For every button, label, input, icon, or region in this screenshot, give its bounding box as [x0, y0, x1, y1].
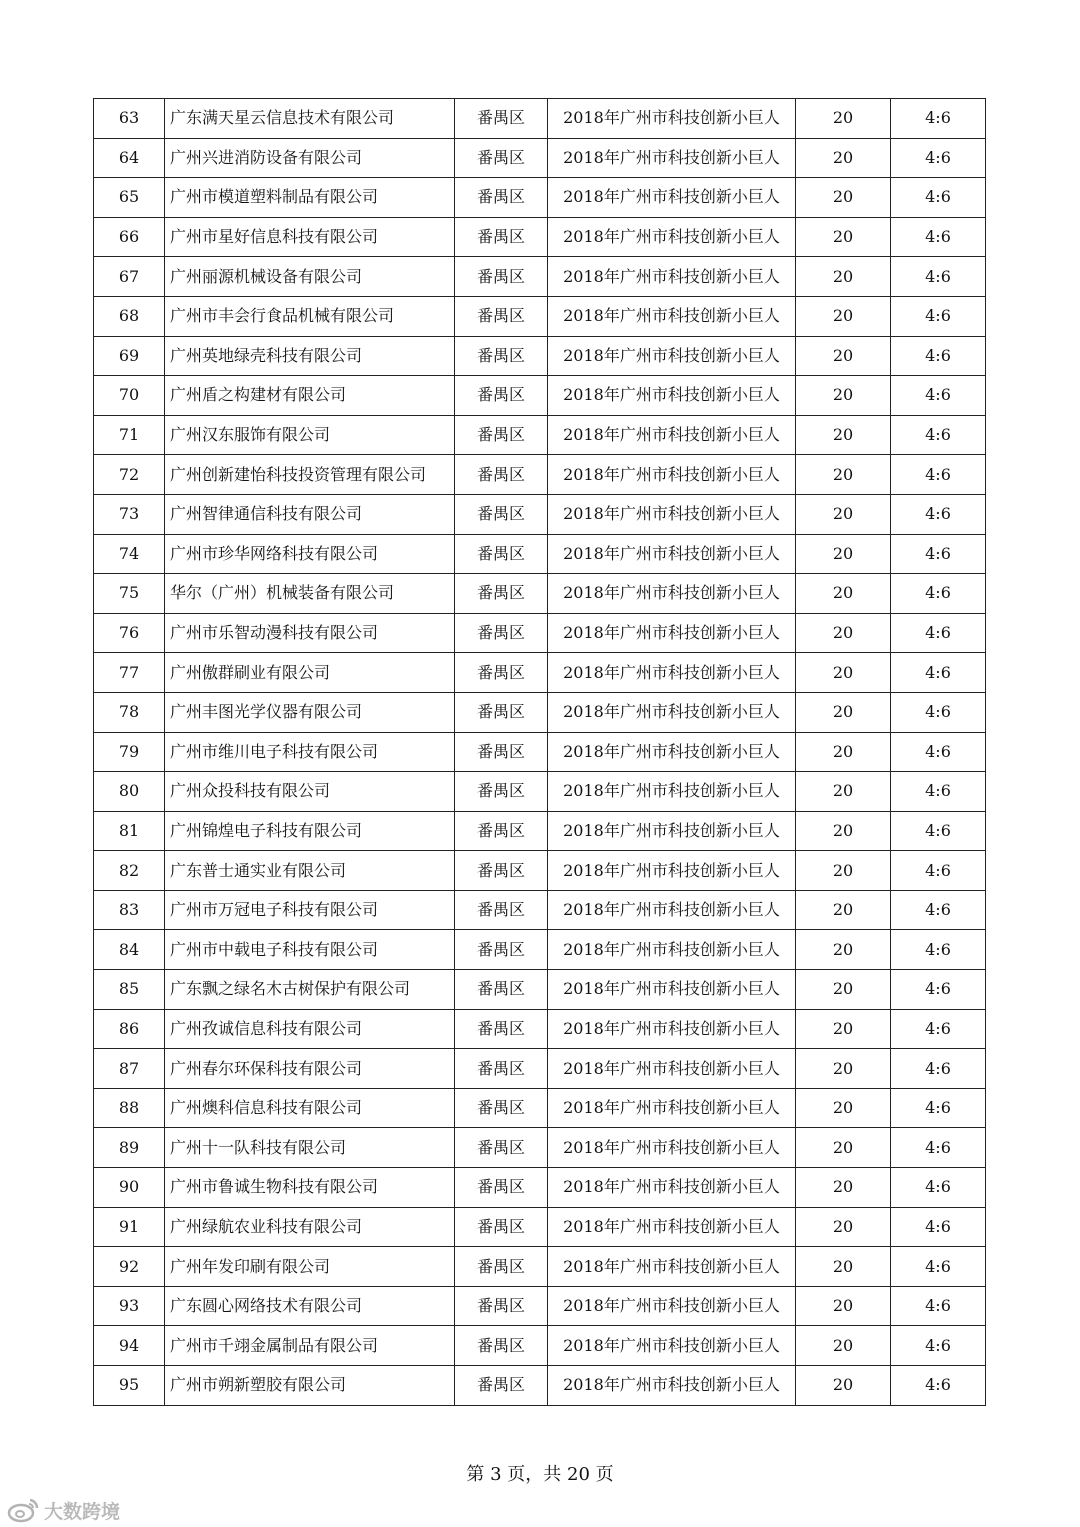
cell-company-name: 广州绿航农业科技有限公司 [165, 1207, 455, 1247]
cell-number: 68 [94, 296, 165, 336]
cell-category: 2018年广州市科技创新小巨人 [548, 811, 796, 851]
cell-ratio: 4:6 [891, 1366, 986, 1406]
cell-ratio: 4:6 [891, 890, 986, 930]
cell-number: 78 [94, 692, 165, 732]
cell-amount: 20 [796, 1128, 891, 1168]
cell-number: 75 [94, 574, 165, 614]
cell-category: 2018年广州市科技创新小巨人 [548, 1247, 796, 1287]
cell-category: 2018年广州市科技创新小巨人 [548, 1168, 796, 1208]
cell-category: 2018年广州市科技创新小巨人 [548, 1009, 796, 1049]
table-row [94, 1326, 986, 1366]
cell-district: 番禺区 [455, 772, 548, 812]
cell-amount: 20 [796, 811, 891, 851]
cell-category: 2018年广州市科技创新小巨人 [548, 692, 796, 732]
cell-number: 81 [94, 811, 165, 851]
cell-district: 番禺区 [455, 811, 548, 851]
cell-number: 89 [94, 1128, 165, 1168]
cell-company-name: 广州汉东服饰有限公司 [165, 415, 455, 455]
cell-company-name: 广东普士通实业有限公司 [165, 851, 455, 891]
table-row [94, 772, 986, 812]
table-row [94, 1247, 986, 1287]
cell-amount: 20 [796, 1088, 891, 1128]
cell-category: 2018年广州市科技创新小巨人 [548, 415, 796, 455]
cell-ratio: 4:6 [891, 1207, 986, 1247]
cell-company-name: 广州市星好信息科技有限公司 [165, 217, 455, 257]
cell-company-name: 广州十一队科技有限公司 [165, 1128, 455, 1168]
table-row [94, 1168, 986, 1208]
cell-company-name: 广州兴进消防设备有限公司 [165, 138, 455, 178]
cell-number: 80 [94, 772, 165, 812]
cell-category: 2018年广州市科技创新小巨人 [548, 574, 796, 614]
cell-amount: 20 [796, 455, 891, 495]
cell-company-name: 广东圆心网络技术有限公司 [165, 1286, 455, 1326]
cell-district: 番禺区 [455, 692, 548, 732]
cell-district: 番禺区 [455, 1366, 548, 1406]
table-row [94, 1088, 986, 1128]
cell-amount: 20 [796, 1168, 891, 1208]
cell-district: 番禺区 [455, 653, 548, 693]
cell-category: 2018年广州市科技创新小巨人 [548, 970, 796, 1010]
cell-amount: 20 [796, 890, 891, 930]
cell-company-name: 广州创新建怡科技投资管理有限公司 [165, 455, 455, 495]
table-row [94, 851, 986, 891]
table-row [94, 574, 986, 614]
table-row [94, 494, 986, 534]
cell-category: 2018年广州市科技创新小巨人 [548, 376, 796, 416]
cell-category: 2018年广州市科技创新小巨人 [548, 296, 796, 336]
cell-category: 2018年广州市科技创新小巨人 [548, 732, 796, 772]
cell-district: 番禺区 [455, 376, 548, 416]
cell-company-name: 广州市千翊金属制品有限公司 [165, 1326, 455, 1366]
cell-amount: 20 [796, 1049, 891, 1089]
company-list-table [93, 98, 986, 1406]
cell-ratio: 4:6 [891, 1088, 986, 1128]
cell-amount: 20 [796, 930, 891, 970]
cell-category: 2018年广州市科技创新小巨人 [548, 138, 796, 178]
cell-district: 番禺区 [455, 99, 548, 139]
cell-ratio: 4:6 [891, 376, 986, 416]
cell-amount: 20 [796, 970, 891, 1010]
cell-category: 2018年广州市科技创新小巨人 [548, 1088, 796, 1128]
cell-district: 番禺区 [455, 336, 548, 376]
cell-district: 番禺区 [455, 890, 548, 930]
cell-number: 86 [94, 1009, 165, 1049]
cell-amount: 20 [796, 1366, 891, 1406]
cell-category: 2018年广州市科技创新小巨人 [548, 217, 796, 257]
cell-amount: 20 [796, 1009, 891, 1049]
cell-number: 72 [94, 455, 165, 495]
cell-ratio: 4:6 [891, 1247, 986, 1287]
table-row [94, 732, 986, 772]
cell-company-name: 广州市珍华网络科技有限公司 [165, 534, 455, 574]
cell-district: 番禺区 [455, 1247, 548, 1287]
cell-amount: 20 [796, 692, 891, 732]
table-row [94, 336, 986, 376]
cell-company-name: 广州春尔环保科技有限公司 [165, 1049, 455, 1089]
cell-ratio: 4:6 [891, 534, 986, 574]
cell-district: 番禺区 [455, 1326, 548, 1366]
cell-district: 番禺区 [455, 1207, 548, 1247]
table-body [94, 99, 986, 1406]
table-row [94, 376, 986, 416]
cell-amount: 20 [796, 138, 891, 178]
cell-number: 69 [94, 336, 165, 376]
cell-ratio: 4:6 [891, 1009, 986, 1049]
cell-company-name: 广州市中载电子科技有限公司 [165, 930, 455, 970]
cell-number: 83 [94, 890, 165, 930]
cell-category: 2018年广州市科技创新小巨人 [548, 534, 796, 574]
table-row [94, 296, 986, 336]
table-row [94, 138, 986, 178]
cell-district: 番禺区 [455, 574, 548, 614]
table-row [94, 1009, 986, 1049]
cell-category: 2018年广州市科技创新小巨人 [548, 336, 796, 376]
table-row [94, 930, 986, 970]
cell-district: 番禺区 [455, 1168, 548, 1208]
cell-company-name: 广州市朔新塑胶有限公司 [165, 1366, 455, 1406]
cell-number: 91 [94, 1207, 165, 1247]
cell-district: 番禺区 [455, 455, 548, 495]
cell-district: 番禺区 [455, 851, 548, 891]
cell-category: 2018年广州市科技创新小巨人 [548, 178, 796, 218]
cell-ratio: 4:6 [891, 653, 986, 693]
cell-number: 76 [94, 613, 165, 653]
cell-company-name: 广州丽源机械设备有限公司 [165, 257, 455, 297]
cell-number: 85 [94, 970, 165, 1010]
cell-amount: 20 [796, 1247, 891, 1287]
cell-company-name: 广州市万冠电子科技有限公司 [165, 890, 455, 930]
cell-amount: 20 [796, 376, 891, 416]
cell-company-name: 广州傲群刷业有限公司 [165, 653, 455, 693]
cell-district: 番禺区 [455, 1286, 548, 1326]
cell-amount: 20 [796, 1207, 891, 1247]
cell-amount: 20 [796, 415, 891, 455]
cell-amount: 20 [796, 851, 891, 891]
cell-number: 66 [94, 217, 165, 257]
cell-district: 番禺区 [455, 534, 548, 574]
table-row [94, 257, 986, 297]
cell-district: 番禺区 [455, 217, 548, 257]
cell-ratio: 4:6 [891, 692, 986, 732]
cell-number: 64 [94, 138, 165, 178]
cell-number: 93 [94, 1286, 165, 1326]
cell-amount: 20 [796, 336, 891, 376]
cell-category: 2018年广州市科技创新小巨人 [548, 455, 796, 495]
cell-category: 2018年广州市科技创新小巨人 [548, 257, 796, 297]
cell-district: 番禺区 [455, 138, 548, 178]
cell-category: 2018年广州市科技创新小巨人 [548, 1207, 796, 1247]
cell-district: 番禺区 [455, 930, 548, 970]
cell-ratio: 4:6 [891, 1049, 986, 1089]
cell-amount: 20 [796, 534, 891, 574]
cell-company-name: 广州英地绿壳科技有限公司 [165, 336, 455, 376]
cell-number: 74 [94, 534, 165, 574]
table-row [94, 217, 986, 257]
cell-amount: 20 [796, 772, 891, 812]
cell-ratio: 4:6 [891, 1168, 986, 1208]
cell-category: 2018年广州市科技创新小巨人 [548, 772, 796, 812]
table-row [94, 1128, 986, 1168]
cell-company-name: 广州市鲁诚生物科技有限公司 [165, 1168, 455, 1208]
cell-amount: 20 [796, 574, 891, 614]
cell-ratio: 4:6 [891, 930, 986, 970]
cell-company-name: 广东飘之绿名木古树保护有限公司 [165, 970, 455, 1010]
cell-district: 番禺区 [455, 1128, 548, 1168]
table-row [94, 1207, 986, 1247]
cell-category: 2018年广州市科技创新小巨人 [548, 1128, 796, 1168]
cell-category: 2018年广州市科技创新小巨人 [548, 653, 796, 693]
cell-amount: 20 [796, 217, 891, 257]
cell-ratio: 4:6 [891, 613, 986, 653]
cell-number: 92 [94, 1247, 165, 1287]
cell-ratio: 4:6 [891, 772, 986, 812]
cell-ratio: 4:6 [891, 138, 986, 178]
cell-ratio: 4:6 [891, 296, 986, 336]
cell-ratio: 4:6 [891, 574, 986, 614]
cell-company-name: 广州智律通信科技有限公司 [165, 494, 455, 534]
cell-district: 番禺区 [455, 1049, 548, 1089]
cell-category: 2018年广州市科技创新小巨人 [548, 1049, 796, 1089]
cell-district: 番禺区 [455, 1088, 548, 1128]
cell-ratio: 4:6 [891, 455, 986, 495]
cell-number: 63 [94, 99, 165, 139]
cell-ratio: 4:6 [891, 217, 986, 257]
cell-category: 2018年广州市科技创新小巨人 [548, 99, 796, 139]
cell-number: 67 [94, 257, 165, 297]
cell-district: 番禺区 [455, 178, 548, 218]
watermark [6, 1494, 120, 1526]
cell-number: 95 [94, 1366, 165, 1406]
cell-ratio: 4:6 [891, 811, 986, 851]
cell-number: 73 [94, 494, 165, 534]
cell-ratio: 4:6 [891, 336, 986, 376]
cell-number: 71 [94, 415, 165, 455]
cell-company-name: 广州燠科信息科技有限公司 [165, 1088, 455, 1128]
table-row [94, 1366, 986, 1406]
table-row [94, 653, 986, 693]
cell-company-name: 广州年发印刷有限公司 [165, 1247, 455, 1287]
cell-ratio: 4:6 [891, 851, 986, 891]
cell-ratio: 4:6 [891, 1128, 986, 1168]
table-row [94, 455, 986, 495]
cell-company-name: 广州丰图光学仪器有限公司 [165, 692, 455, 732]
cell-number: 90 [94, 1168, 165, 1208]
cell-category: 2018年广州市科技创新小巨人 [548, 494, 796, 534]
table-row [94, 811, 986, 851]
table-row [94, 1286, 986, 1326]
cell-ratio: 4:6 [891, 970, 986, 1010]
cell-number: 79 [94, 732, 165, 772]
cell-company-name: 广州市丰会行食品机械有限公司 [165, 296, 455, 336]
cell-category: 2018年广州市科技创新小巨人 [548, 613, 796, 653]
cell-ratio: 4:6 [891, 1326, 986, 1366]
cell-amount: 20 [796, 1326, 891, 1366]
cell-company-name: 广州市模道塑料制品有限公司 [165, 178, 455, 218]
cell-amount: 20 [796, 653, 891, 693]
cell-amount: 20 [796, 257, 891, 297]
cell-district: 番禺区 [455, 415, 548, 455]
cell-ratio: 4:6 [891, 415, 986, 455]
cell-amount: 20 [796, 494, 891, 534]
table-row [94, 613, 986, 653]
cell-district: 番禺区 [455, 732, 548, 772]
cell-company-name: 广州众投科技有限公司 [165, 772, 455, 812]
table-row [94, 692, 986, 732]
cell-category: 2018年广州市科技创新小巨人 [548, 851, 796, 891]
cell-category: 2018年广州市科技创新小巨人 [548, 1286, 796, 1326]
cell-amount: 20 [796, 1286, 891, 1326]
table-row [94, 534, 986, 574]
cell-number: 94 [94, 1326, 165, 1366]
cell-ratio: 4:6 [891, 1286, 986, 1326]
cell-amount: 20 [796, 296, 891, 336]
cell-company-name: 广州盾之构建材有限公司 [165, 376, 455, 416]
cell-ratio: 4:6 [891, 494, 986, 534]
cell-district: 番禺区 [455, 296, 548, 336]
cell-number: 82 [94, 851, 165, 891]
cell-company-name: 广州市乐智动漫科技有限公司 [165, 613, 455, 653]
table-row [94, 415, 986, 455]
table-row [94, 178, 986, 218]
cell-company-name: 广州锦煌电子科技有限公司 [165, 811, 455, 851]
cell-ratio: 4:6 [891, 178, 986, 218]
cell-category: 2018年广州市科技创新小巨人 [548, 890, 796, 930]
cell-district: 番禺区 [455, 613, 548, 653]
cell-amount: 20 [796, 613, 891, 653]
cell-category: 2018年广州市科技创新小巨人 [548, 1326, 796, 1366]
cell-company-name: 广州孜诚信息科技有限公司 [165, 1009, 455, 1049]
cell-number: 87 [94, 1049, 165, 1089]
cell-number: 70 [94, 376, 165, 416]
cell-district: 番禺区 [455, 970, 548, 1010]
cell-district: 番禺区 [455, 257, 548, 297]
cell-district: 番禺区 [455, 1009, 548, 1049]
cell-category: 2018年广州市科技创新小巨人 [548, 1366, 796, 1406]
weibo-logo-icon [6, 1497, 40, 1523]
cell-amount: 20 [796, 99, 891, 139]
table-row [94, 1049, 986, 1089]
cell-ratio: 4:6 [891, 732, 986, 772]
cell-number: 77 [94, 653, 165, 693]
watermark-text: 大数跨境 [44, 1500, 121, 1523]
cell-company-name: 广州市维川电子科技有限公司 [165, 732, 455, 772]
table-row [94, 99, 986, 139]
cell-number: 88 [94, 1088, 165, 1128]
cell-amount: 20 [796, 178, 891, 218]
cell-number: 84 [94, 930, 165, 970]
cell-number: 65 [94, 178, 165, 218]
page-number: 第 3 页，共 20 页 [466, 1464, 614, 1485]
cell-ratio: 4:6 [891, 99, 986, 139]
cell-district: 番禺区 [455, 494, 548, 534]
cell-company-name: 广东满天星云信息技术有限公司 [165, 99, 455, 139]
cell-company-name: 华尔（广州）机械装备有限公司 [165, 574, 455, 614]
cell-ratio: 4:6 [891, 257, 986, 297]
cell-category: 2018年广州市科技创新小巨人 [548, 930, 796, 970]
table-row [94, 970, 986, 1010]
table-row [94, 890, 986, 930]
cell-amount: 20 [796, 732, 891, 772]
